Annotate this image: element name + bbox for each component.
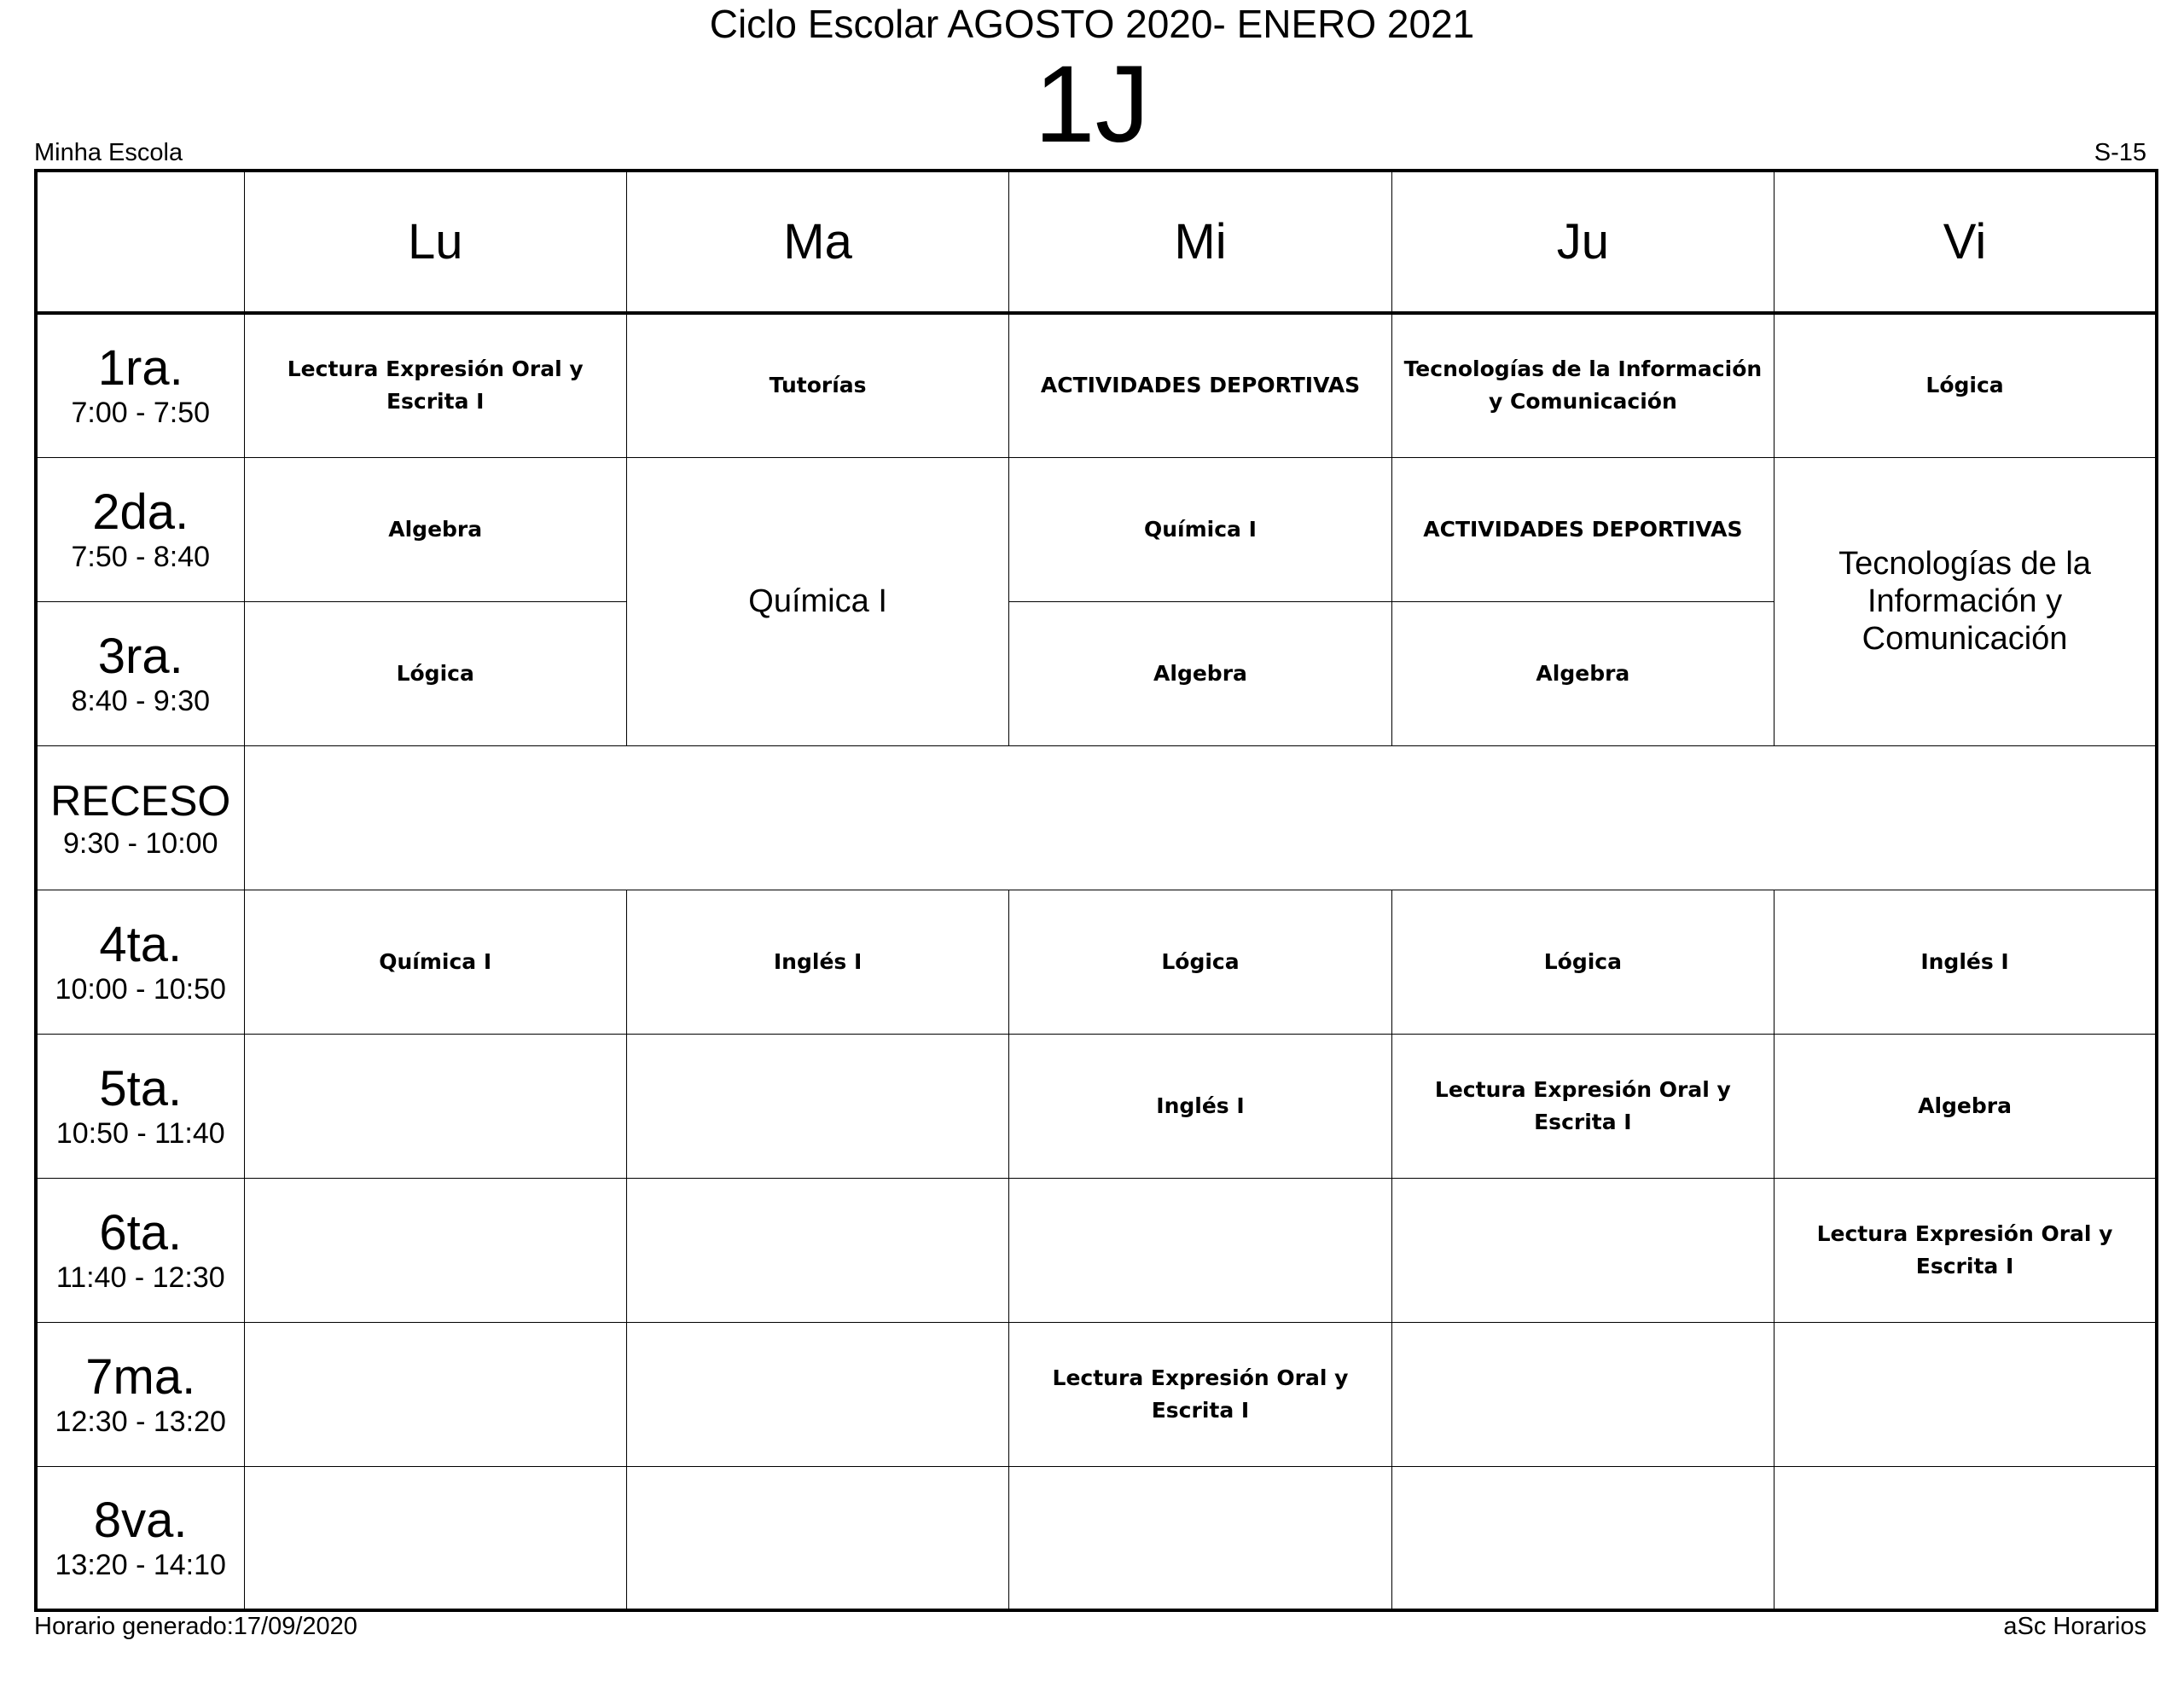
lesson-cell-p6-ju: [1391, 1178, 1774, 1322]
day-header-ju: Ju: [1391, 171, 1774, 313]
period-label-8: [36, 1466, 244, 1610]
lesson-cell-p1-ju: Tecnologías de la Información y Comunicación: [1391, 313, 1774, 457]
lesson-cell-p4-ju: Lógica: [1391, 890, 1774, 1034]
lesson-cell-p3-lu: Lógica: [244, 601, 626, 745]
recess-name: RECESO: [50, 776, 231, 825]
period-name: 8va.: [93, 1492, 188, 1548]
period-time: 7:00 - 7:50: [71, 397, 211, 430]
lesson-cell-p2-vi: Tecnologías de la Información y Comunicación: [1774, 457, 2157, 745]
lesson-cell-p7-ma: [626, 1322, 1008, 1466]
lesson-cell-p6-ma: [626, 1178, 1008, 1322]
recess-label: [36, 745, 244, 890]
period-label-5: [36, 1034, 244, 1178]
period-name: 4ta.: [99, 916, 183, 972]
software-name: aSc Horarios: [2003, 1613, 2146, 1640]
period-time: 8:40 - 9:30: [71, 684, 211, 717]
period-label-4: [36, 890, 244, 1034]
period-time: 10:00 - 10:50: [55, 972, 226, 1006]
period-time: 11:40 - 12:30: [55, 1261, 225, 1294]
recess-row: [36, 745, 2157, 890]
period-name: 2da.: [92, 484, 189, 540]
period-time: 7:50 - 8:40: [71, 540, 211, 573]
schedule-title: Ciclo Escolar AGOSTO 2020- ENERO 2021: [709, 2, 1475, 46]
lesson-cell-p5-mi: Inglés I: [1009, 1034, 1391, 1178]
lesson-cell-p5-lu: [244, 1034, 626, 1178]
school-name: Minha Escola: [34, 139, 183, 166]
lesson-cell-p2-lu: Algebra: [244, 457, 626, 601]
period-time: 12:30 - 13:20: [55, 1405, 226, 1438]
period-row-5: [36, 1034, 2157, 1178]
lesson-cell-p1-mi: ACTIVIDADES DEPORTIVAS: [1009, 313, 1391, 457]
generated-date: Horario generado:17/09/2020: [34, 1613, 357, 1640]
period-row-2: [36, 457, 2157, 601]
recess-cell: [244, 745, 2157, 890]
recess-time: 9:30 - 10:00: [63, 826, 218, 860]
lesson-cell-p2-ma: Química I: [626, 457, 1008, 745]
lesson-cell-p4-lu: Química I: [244, 890, 626, 1034]
lesson-cell-p4-ma: Inglés I: [626, 890, 1008, 1034]
lesson-cell-p3-ju: Algebra: [1391, 601, 1774, 745]
day-header-row: [36, 171, 2157, 313]
lesson-cell-p5-ma: [626, 1034, 1008, 1178]
period-name: 7ma.: [85, 1348, 196, 1405]
timetable-grid: [34, 169, 2158, 1612]
day-header-vi: Vi: [1774, 171, 2157, 313]
lesson-cell-p8-ma: [626, 1466, 1008, 1610]
lesson-cell-p7-mi: Lectura Expresión Oral y Escrita I: [1009, 1322, 1391, 1466]
lesson-cell-p1-vi: Lógica: [1774, 313, 2157, 457]
period-name: 1ra.: [97, 340, 183, 397]
lesson-cell-p5-vi: Algebra: [1774, 1034, 2157, 1178]
lesson-cell-p2-ju: ACTIVIDADES DEPORTIVAS: [1391, 457, 1774, 601]
period-row-8: [36, 1466, 2157, 1610]
lesson-cell-p3-mi: Algebra: [1009, 601, 1391, 745]
period-label-1: [36, 313, 244, 457]
room-code: S-15: [2094, 139, 2146, 166]
period-label-6: [36, 1178, 244, 1322]
lesson-cell-p5-ju: Lectura Expresión Oral y Escrita I: [1391, 1034, 1774, 1178]
lesson-cell-p8-ju: [1391, 1466, 1774, 1610]
period-row-6: [36, 1178, 2157, 1322]
period-time: 13:20 - 14:10: [55, 1548, 226, 1581]
class-name: 1J: [1034, 43, 1150, 165]
day-header-mi: Mi: [1009, 171, 1391, 313]
lesson-cell-p4-vi: Inglés I: [1774, 890, 2157, 1034]
lesson-cell-p7-lu: [244, 1322, 626, 1466]
lesson-cell-p6-lu: [244, 1178, 626, 1322]
lesson-cell-p8-mi: [1009, 1466, 1391, 1610]
period-label-3: [36, 601, 244, 745]
period-label-7: [36, 1322, 244, 1466]
period-row-7: [36, 1322, 2157, 1466]
lesson-cell-p1-lu: Lectura Expresión Oral y Escrita I: [244, 313, 626, 457]
day-header-ma: Ma: [626, 171, 1008, 313]
period-label-2: [36, 457, 244, 601]
lesson-cell-p6-vi: Lectura Expresión Oral y Escrita I: [1774, 1178, 2157, 1322]
corner-cell: [36, 171, 244, 313]
day-header-lu: Lu: [244, 171, 626, 313]
lesson-cell-p8-lu: [244, 1466, 626, 1610]
period-time: 10:50 - 11:40: [55, 1116, 225, 1150]
period-row-1: [36, 313, 2157, 457]
lesson-cell-p1-ma: Tutorías: [626, 313, 1008, 457]
lesson-cell-p2-mi: Química I: [1009, 457, 1391, 601]
lesson-cell-p7-vi: [1774, 1322, 2157, 1466]
lesson-cell-p4-mi: Lógica: [1009, 890, 1391, 1034]
period-name: 5ta.: [99, 1060, 183, 1116]
lesson-cell-p8-vi: [1774, 1466, 2157, 1610]
period-name: 3ra.: [97, 628, 183, 684]
period-name: 6ta.: [99, 1204, 183, 1261]
period-row-4: [36, 890, 2157, 1034]
lesson-cell-p6-mi: [1009, 1178, 1391, 1322]
lesson-cell-p7-ju: [1391, 1322, 1774, 1466]
